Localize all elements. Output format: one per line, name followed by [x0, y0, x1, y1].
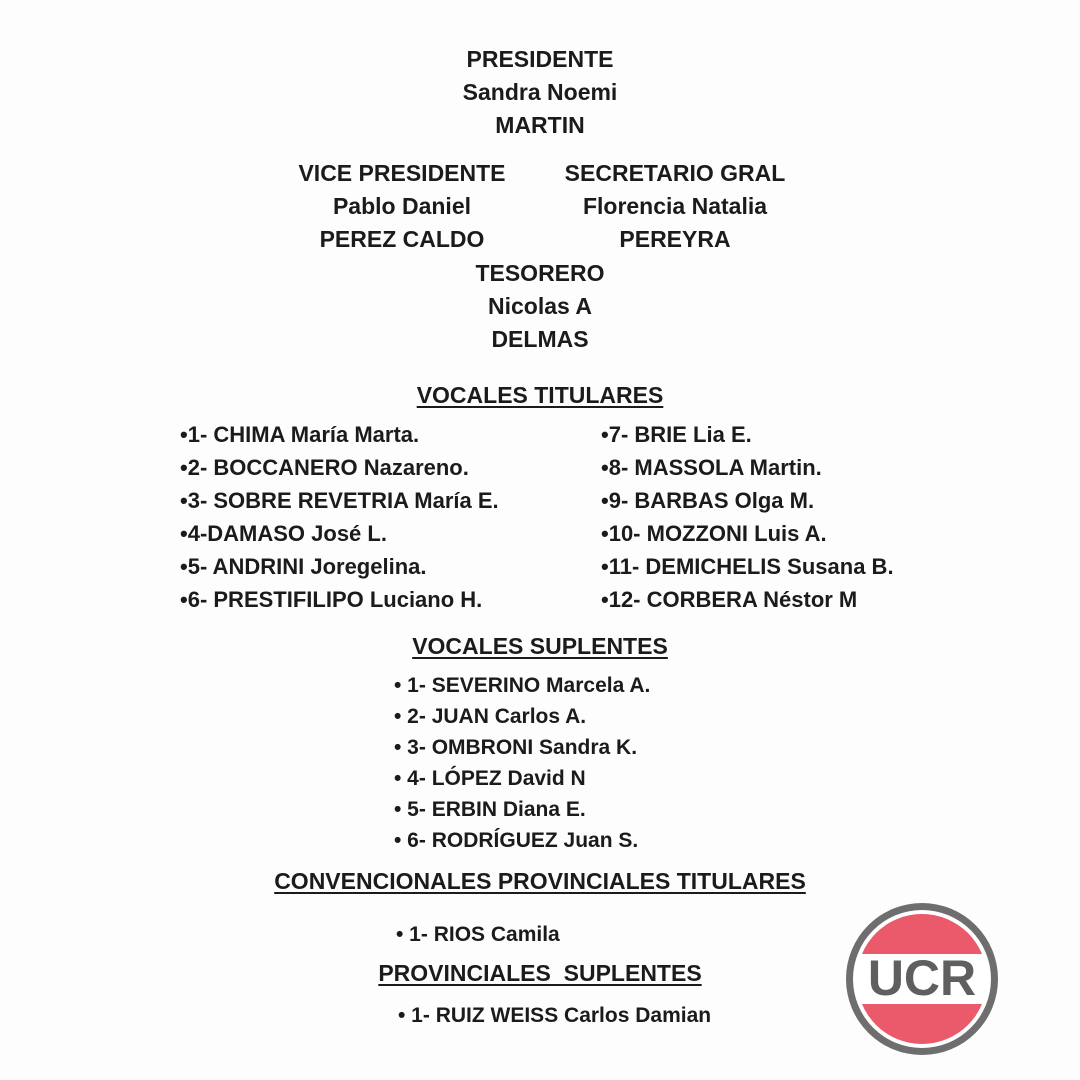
vice-presidente-first-name: Pablo Daniel — [332, 193, 472, 219]
secretario-block — [525, 157, 825, 256]
provinciales-suplentes-heading: PROVINCIALES SUPLENTES — [378, 960, 702, 986]
list-item: • 6- RODRÍGUEZ Juan S. — [394, 829, 639, 852]
list-item: • 2- JUAN Carlos A. — [394, 705, 587, 728]
list-item: •2- BOCCANERO Nazareno. — [180, 455, 469, 480]
secretario-last-name: PEREYRA — [619, 226, 731, 252]
list-item: •6- PRESTIFILIPO Luciano H. — [180, 587, 483, 612]
presidente-block — [0, 43, 1080, 142]
presidente-first-name: Sandra Noemi — [462, 79, 618, 105]
vocales-suplentes-heading: VOCALES SUPLENTES — [412, 633, 668, 659]
list-item: • 4- LÓPEZ David N — [394, 767, 586, 790]
convencionales-titulares-list — [396, 919, 560, 950]
list-item: •5- ANDRINI Joregelina. — [180, 554, 427, 579]
tesorero-first-name: Nicolas A — [488, 293, 592, 319]
list-item: •12- CORBERA Néstor M — [601, 587, 858, 612]
vice-presidente-last-name: PEREZ CALDO — [319, 226, 485, 252]
vocales-titulares-right-list — [601, 418, 894, 616]
tesorero-title: TESORERO — [475, 260, 605, 286]
list-item: •11- DEMICHELIS Susana B. — [601, 554, 894, 579]
tesorero-block — [0, 257, 1080, 356]
provinciales-suplentes-list — [398, 1000, 711, 1031]
secretario-title: SECRETARIO GRAL — [564, 160, 786, 186]
vice-presidente-block — [252, 157, 552, 256]
presidente-last-name: MARTIN — [495, 112, 585, 138]
list-item: • 1- RIOS Camila — [396, 923, 560, 946]
vocales-titulares-heading: VOCALES TITULARES — [416, 382, 664, 408]
ucr-logo — [843, 900, 1001, 1058]
list-item: •1- CHIMA María Marta. — [180, 422, 420, 447]
convencionales-titulares-heading: CONVENCIONALES PROVINCIALES TITULARES — [274, 868, 806, 894]
list-item: •3- SOBRE REVETRIA María E. — [180, 488, 499, 513]
list-item: • 5- ERBIN Diana E. — [394, 798, 586, 821]
list-item: • 1- RUIZ WEISS Carlos Damian — [398, 1004, 712, 1027]
vocales-titulares-left-list — [180, 418, 499, 616]
secretario-first-name: Florencia Natalia — [582, 193, 768, 219]
list-item: •8- MASSOLA Martin. — [601, 455, 822, 480]
list-item: •4-DAMASO José L. — [180, 521, 387, 546]
list-item: • 1- SEVERINO Marcela A. — [394, 674, 651, 697]
tesorero-last-name: DELMAS — [491, 326, 589, 352]
vice-presidente-title: VICE PRESIDENTE — [298, 160, 506, 186]
logo-letters: UCR — [867, 950, 977, 1006]
vocales-titulares-section — [0, 379, 1080, 412]
list-item: • 3- OMBRONI Sandra K. — [394, 736, 638, 759]
vocales-suplentes-section — [0, 630, 1080, 663]
list-item: •7- BRIE Lia E. — [601, 422, 752, 447]
vocales-suplentes-list — [394, 670, 650, 856]
presidente-title: PRESIDENTE — [466, 46, 614, 72]
list-item: •10- MOZZONI Luis A. — [601, 521, 827, 546]
list-item: •9- BARBAS Olga M. — [601, 488, 815, 513]
convencionales-titulares-section — [0, 865, 1080, 898]
